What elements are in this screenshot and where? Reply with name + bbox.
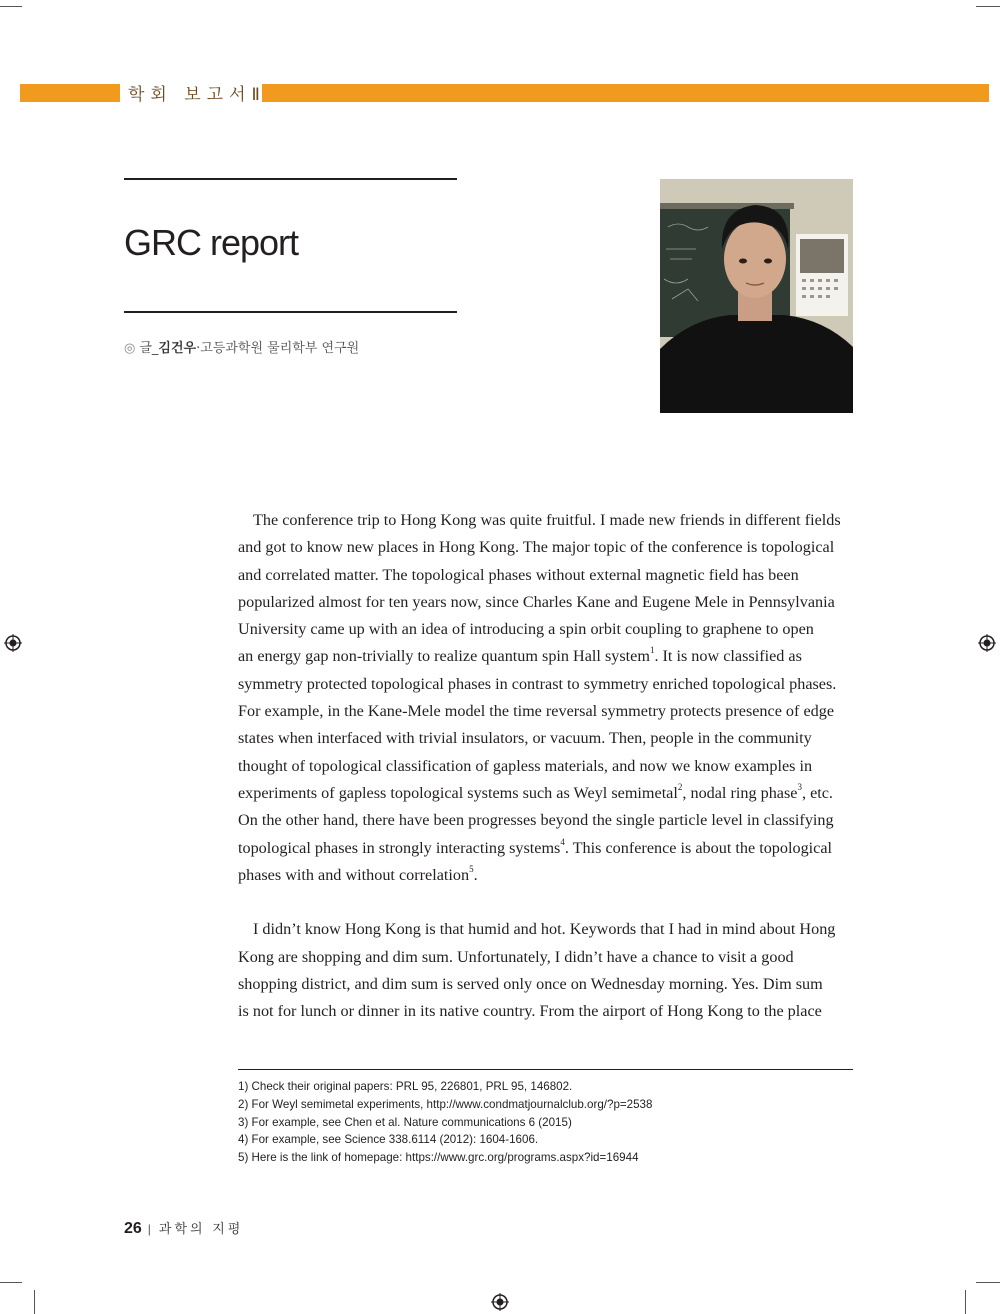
footnote: 4) For example, see Science 338.6114 (2012): 1604-1606. (238, 1133, 539, 1147)
text-line (238, 835, 858, 862)
footnote: 1) Check their original papers: PRL 95, 226801, PRL 95, 146802. (238, 1080, 573, 1093)
text-run: is not for lunch or dinner in its native country. From the airport of Hong Kong to the place (238, 1002, 822, 1021)
byline (124, 337, 359, 356)
text-run: Kong are shopping and dim sum. Unfortunately, I didn’t have a chance to visit a good (238, 947, 794, 966)
footnote-ref: 4 (560, 836, 565, 847)
registration-mark-icon (4, 634, 22, 652)
text-line (238, 562, 858, 589)
page-footer (124, 1218, 243, 1238)
footnote-ref: 1 (649, 645, 655, 656)
text-line (238, 944, 858, 971)
text-run: For example, in the Kane-Mele model the time reversal symmetry protects presence of edge (238, 702, 835, 721)
text-line (238, 916, 858, 943)
footnote: 2) For Weyl semimetal experiments, http://www.condmatjournalclub.org/?p=2538 (238, 1097, 653, 1111)
text-run: and correlated matter. The topological phases without external magnetic field has been (238, 565, 799, 584)
text-run: , nodal ring phase (682, 783, 798, 802)
header-accent-bar (20, 84, 120, 102)
crop-mark (34, 1290, 35, 1314)
crop-mark (976, 1282, 1000, 1283)
text-run: topological phases in strongly interacting systems (238, 838, 561, 857)
paragraph (238, 507, 858, 889)
crop-mark (0, 6, 22, 7)
text-run: and got to know new places in Hong Kong. The major topic of the conference is topological (238, 538, 835, 557)
text-line (238, 725, 858, 752)
title-rule-top (124, 178, 457, 180)
text-run: On the other hand, there have been progresses beyond the single particle level in classifying (238, 811, 834, 830)
text-line (238, 534, 858, 561)
registration-mark-icon (491, 1293, 509, 1311)
footnote-ref: 2 (677, 781, 683, 792)
section-label: 학회 보고서Ⅱ (128, 85, 266, 105)
text-run: shopping district, and dim sum is served only once on Wednesday morning. Yes. Dim sum (238, 975, 823, 994)
text-run: . (473, 865, 478, 884)
text-run: , etc. (801, 783, 833, 802)
text-run: I didn’t know Hong Kong is that humid and hot. Keywords that I had in mind about Hong (253, 920, 836, 939)
text-line (238, 507, 858, 534)
text-line (238, 780, 858, 807)
text-run: . This conference is about the topological (564, 838, 833, 857)
text-line (238, 971, 858, 998)
text-run: an energy gap non-trivially to realize quantum spin Hall system (238, 647, 650, 666)
article-body (238, 507, 858, 1026)
text-run: . It is now classified as (654, 647, 802, 666)
text-run: experiments of gapless topological systems such as Weyl semimetal (238, 783, 678, 802)
text-run: thought of topological classification of gapless materials, and now we know examples in (238, 756, 813, 775)
registration-mark-icon (978, 634, 996, 652)
footnote: 5) Here is the link of homepage: https://www.grc.org/programs.aspx?id=16944 (238, 1151, 639, 1165)
footnote-ref: 3 (797, 781, 802, 792)
crop-mark (965, 1290, 966, 1314)
author-photo (660, 179, 853, 413)
text-run: symmetry protected topological phases in contrast to symmetry enriched topological phases. (238, 674, 837, 693)
text-line (238, 616, 858, 643)
text-line (238, 671, 858, 698)
footer-separator: | (147, 1222, 151, 1236)
byline-prefix: 글_ (139, 341, 159, 356)
text-line (238, 589, 858, 616)
text-line (238, 807, 858, 834)
text-line (238, 753, 858, 780)
text-run: The conference trip to Hong Kong was quite fruitful. I made new friends in different fields (253, 511, 841, 529)
footnote-ref: 5 (469, 863, 474, 874)
text-run: popularized almost for ten years now, since Charles Kane and Eugene Mele in Pennsylvania (238, 592, 835, 611)
page-title: GRC report (124, 222, 299, 263)
text-run: University came up with an idea of introducing a spin orbit coupling to graphene to open (238, 620, 814, 639)
text-line (238, 698, 858, 725)
magazine-title: 과학의 지평 (158, 1221, 244, 1236)
footnotes (238, 1078, 652, 1167)
header-accent-bar (262, 84, 989, 102)
author-name: 김건우 (158, 341, 197, 356)
title-rule-bottom (124, 311, 457, 313)
text-line (238, 862, 858, 889)
bullet-icon: ◎ (124, 341, 136, 356)
footnote: 3) For example, see Chen et al. Nature communications 6 (2015) (238, 1115, 572, 1129)
text-run: phases with and without correlation (238, 865, 470, 884)
paragraph (238, 916, 858, 1025)
crop-mark (0, 1282, 22, 1283)
text-line (238, 998, 858, 1025)
crop-mark (976, 6, 1000, 7)
author-affiliation: ·고등과학원 물리학부 연구원 (196, 341, 360, 356)
page-number: 26 (124, 1220, 142, 1237)
text-run: states when interfaced with trivial insulators, or vacuum. Then, people in the community (238, 729, 812, 748)
footnote-divider (238, 1069, 853, 1070)
text-line (238, 643, 858, 670)
